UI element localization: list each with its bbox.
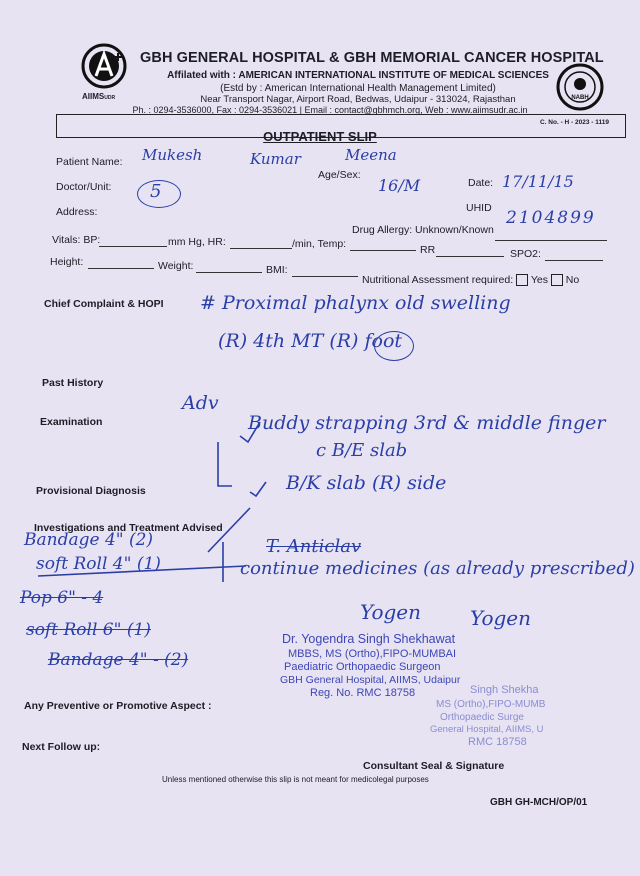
stamp-ghost-4: General Hospital, AIIMS, U bbox=[430, 724, 544, 735]
mmhg-hr-label: mm Hg, HR: bbox=[168, 236, 226, 248]
treat-hw-2: continue medicines (as already prescribed) bbox=[240, 558, 635, 579]
exam-adv-hw: Adv bbox=[182, 392, 219, 414]
vitals-bp-label: Vitals: BP: bbox=[52, 234, 101, 246]
nabh-text: NABH bbox=[571, 95, 589, 101]
nutrition-label: Nutritional Assessment required: Yes No bbox=[362, 274, 580, 286]
bp-line bbox=[99, 246, 167, 247]
uhid-hw: 2104899 bbox=[506, 208, 596, 228]
patient-name-hw-1: Mukesh bbox=[142, 146, 203, 164]
drug-allergy-label: Drug Allergy: Unknown/Known bbox=[352, 224, 494, 236]
address-line: Near Transport Nagar, Airport Road, Bedwas, Udaipur - 313024, Rajasthan bbox=[200, 94, 516, 105]
stamp-ghost-2: MS (Ortho),FIPO-MUMB bbox=[436, 699, 546, 710]
spo2-label: SPO2: bbox=[510, 248, 541, 260]
temp-line bbox=[350, 250, 416, 251]
disclaimer: Unless mentioned otherwise this slip is not meant for medicolegal purposes bbox=[162, 775, 429, 784]
weight-line bbox=[196, 272, 262, 273]
allergy-line bbox=[495, 240, 607, 241]
doctor-unit-label: Doctor/Unit: bbox=[56, 181, 112, 193]
cert-number: C. No. - H - 2023 - 1119 bbox=[540, 119, 610, 126]
estd-line: (Estd by : American International Health Management Limited) bbox=[220, 83, 496, 94]
stamp-reg: Reg. No. RMC 18758 bbox=[310, 687, 416, 699]
preventive-label: Any Preventive or Promotive Aspect : bbox=[24, 700, 212, 712]
yes-label: Yes bbox=[530, 274, 548, 286]
stamp-specialty: Paediatric Orthopaedic Surgeon bbox=[284, 661, 441, 673]
date-label: Date: bbox=[468, 177, 494, 189]
inv-hw-3: Pop 6" - 4 bbox=[20, 588, 104, 608]
patient-name-hw-3: Meena bbox=[345, 146, 397, 164]
yes-checkbox[interactable] bbox=[516, 274, 528, 286]
inv-hw-4: soft Roll 6" (1) bbox=[26, 620, 151, 640]
examination-label: Examination bbox=[40, 416, 103, 428]
exam-bracket-marks bbox=[200, 420, 270, 500]
signature-hw: Yogen bbox=[360, 600, 422, 624]
height-label: Height: bbox=[50, 256, 84, 268]
spo2-line bbox=[545, 260, 603, 261]
min-temp-label: /min, Temp: bbox=[292, 238, 347, 250]
inv-hw-2: soft Roll 4" (1) bbox=[36, 554, 161, 574]
treat-hw-1: T. Anticlav bbox=[266, 536, 362, 557]
height-line bbox=[88, 268, 154, 269]
bmi-label: BMI: bbox=[266, 264, 288, 276]
rr-label: RR bbox=[420, 244, 436, 256]
investigations-label: Investigations and Treatment Advised bbox=[34, 522, 223, 534]
nabh-seal-icon bbox=[555, 62, 605, 112]
bmi-line bbox=[292, 276, 358, 277]
stamp-ghost-5: RMC 18758 bbox=[468, 736, 527, 748]
stamp-ghost-1: Singh Shekha bbox=[470, 684, 539, 696]
unit-hw: 5 bbox=[150, 181, 162, 202]
stamp-hospital: GBH General Hospital, AIIMS, Udaipur bbox=[280, 674, 461, 686]
complaint-hw-1: # Proximal phalynx old swelling bbox=[200, 292, 511, 314]
age-sex-hw: 16/M bbox=[378, 176, 421, 195]
aiims-logo-text: AIIMSUDR bbox=[82, 92, 116, 101]
exam-hw-2: c B/E slab bbox=[316, 440, 408, 461]
chief-complaint-label: Chief Complaint & HOPI bbox=[44, 298, 164, 310]
date-hw: 17/11/15 bbox=[502, 172, 574, 191]
affiliation: Affilated with : AMERICAN INTERNATIONAL INSTITUTE OF MEDICAL SCIENCES bbox=[167, 70, 549, 81]
stamp-ghost-3: Orthopaedic Surge bbox=[440, 712, 524, 723]
patient-name-hw-2: Kumar bbox=[250, 150, 301, 168]
consultant-seal-label: Consultant Seal & Signature bbox=[363, 760, 505, 772]
past-history-label: Past History bbox=[42, 377, 104, 389]
stamp-name: Dr. Yogendra Singh Shekhawat bbox=[282, 632, 456, 646]
hr-line bbox=[230, 248, 292, 249]
exam-hw-1: Buddy strapping 3rd & middle finger bbox=[248, 412, 606, 434]
inv-hw-5: Bandage 4" - (2) bbox=[48, 650, 189, 670]
rr-line bbox=[436, 256, 504, 257]
no-checkbox[interactable] bbox=[551, 274, 563, 286]
provisional-diagnosis-label: Provisional Diagnosis bbox=[36, 485, 146, 497]
next-followup-label: Next Follow up: bbox=[22, 741, 101, 753]
age-sex-label: Age/Sex: bbox=[318, 169, 361, 181]
patient-name-label: Patient Name: bbox=[56, 156, 123, 168]
complaint-hw-2: (R) 4th MT (R) foot bbox=[218, 330, 403, 352]
complaint-circle bbox=[374, 331, 414, 361]
uhid-label: UHID bbox=[466, 202, 492, 214]
weight-label: Weight: bbox=[158, 260, 194, 272]
contact-line: Ph. : 0294-3536000, Fax : 0294-3536021 | Email : contact@gbhmch.org, Web : www.aiimsudr.ac.in bbox=[132, 105, 528, 115]
inv-hw-1: Bandage 4" (2) bbox=[24, 530, 154, 550]
signature-hw-2: Yogen bbox=[470, 606, 532, 630]
stamp-qualification: MBBS, MS (Ortho),FIPO-MUMBAI bbox=[288, 648, 457, 660]
no-label: No bbox=[565, 274, 580, 286]
form-code: GBH GH-MCH/OP/01 bbox=[490, 797, 588, 808]
address-label: Address: bbox=[56, 206, 98, 218]
form-title: OUTPATIENT SLIP bbox=[263, 129, 377, 144]
hospital-name: GBH GENERAL HOSPITAL & GBH MEMORIAL CANCER HOSPITAL bbox=[140, 50, 604, 66]
diagnosis-hw: B/K slab (R) side bbox=[286, 472, 447, 494]
inv-strike-marks bbox=[18, 500, 268, 610]
